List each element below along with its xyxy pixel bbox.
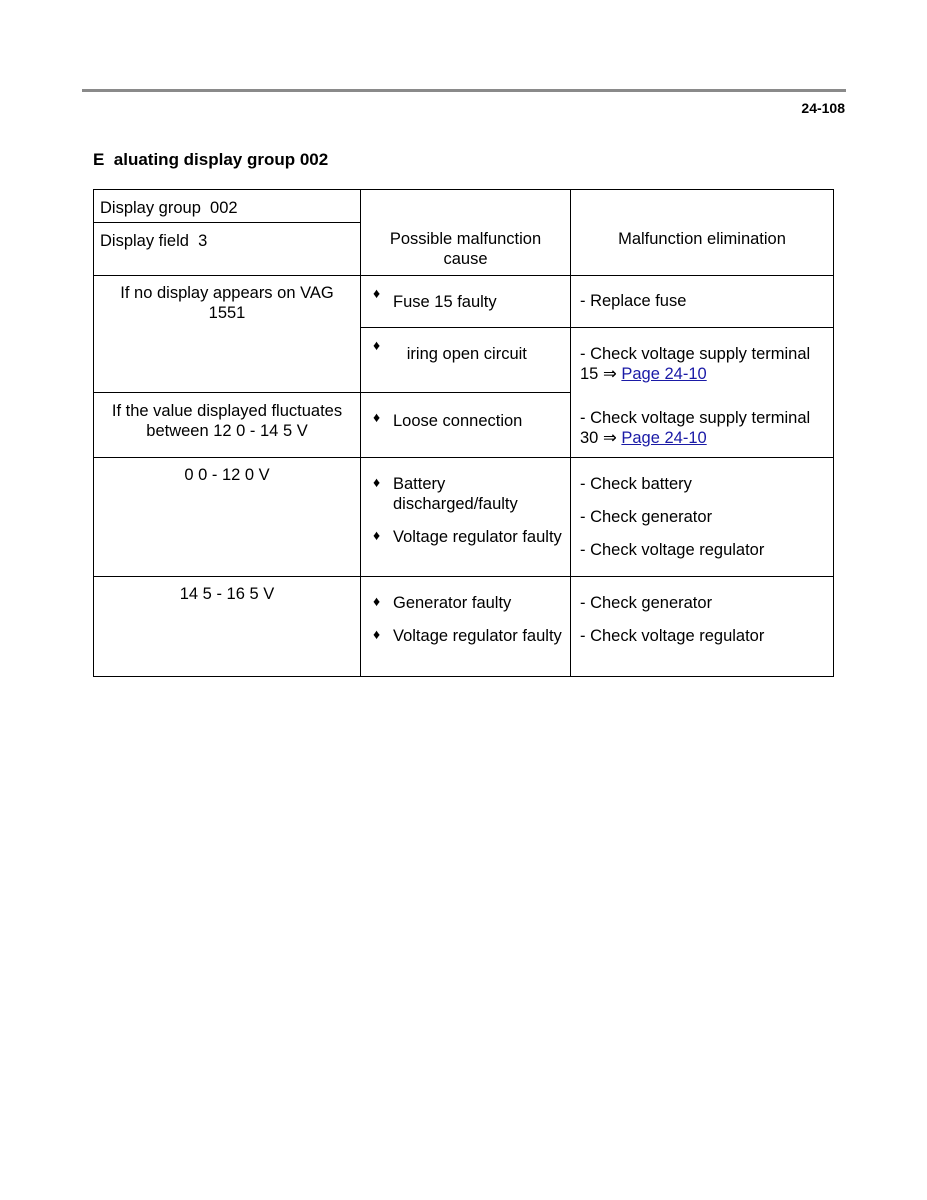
section-title: E aluating display group 002 bbox=[93, 150, 329, 169]
header-display-group-text: Display group 002 bbox=[100, 199, 238, 217]
remedy-text: - Check voltage supply terminal 15 bbox=[580, 345, 811, 383]
remedy-text: - Check generator bbox=[580, 594, 713, 612]
remedy-text: - Check voltage supply terminal 30 bbox=[580, 409, 811, 447]
diamond-bullet-icon: ♦ bbox=[373, 527, 381, 543]
cause-cell bbox=[360, 327, 571, 393]
header-display-group bbox=[93, 189, 361, 223]
condition-high-voltage bbox=[93, 576, 361, 677]
cause-text: Battery discharged/faulty bbox=[393, 475, 518, 513]
condition-low-voltage bbox=[93, 457, 361, 577]
diamond-bullet-icon: ♦ bbox=[373, 409, 381, 425]
page-link[interactable]: Page 24-10 bbox=[621, 365, 707, 383]
remedy-cell-voltage-supply bbox=[570, 327, 834, 458]
cause-cell bbox=[360, 275, 571, 328]
remedy-text: - Check voltage regulator bbox=[580, 541, 765, 559]
remedy-text: - Replace fuse bbox=[580, 292, 687, 310]
diamond-bullet-icon: ♦ bbox=[373, 593, 381, 609]
header-cause-text: Possible malfunction cause bbox=[389, 230, 542, 268]
condition-no-display bbox=[93, 275, 361, 393]
remedy-cell bbox=[570, 576, 834, 677]
header-display-field bbox=[93, 222, 361, 276]
cause-cell bbox=[360, 457, 571, 577]
remedy-terminal-30 bbox=[580, 408, 827, 448]
remedy-text: - Check battery bbox=[580, 475, 692, 493]
header-display-field-text: Display field 3 bbox=[100, 232, 208, 250]
condition-text: 0 0 - 12 0 V bbox=[184, 466, 270, 484]
condition-text: If the value displayed fluctuates between 12 0 - 14 5 V bbox=[111, 402, 343, 440]
cause-text: iring open circuit bbox=[393, 345, 527, 363]
cause-text: Generator faulty bbox=[393, 594, 512, 612]
header-elimination-text: Malfunction elimination bbox=[618, 230, 786, 248]
header-elimination bbox=[570, 189, 834, 276]
cause-text: Fuse 15 faulty bbox=[393, 293, 497, 311]
arrow-right-icon: ⇒ bbox=[602, 365, 617, 383]
remedy-terminal-15 bbox=[580, 344, 827, 384]
condition-text: 14 5 - 16 5 V bbox=[179, 585, 275, 603]
cause-cell bbox=[360, 576, 571, 677]
remedy-cell bbox=[570, 457, 834, 577]
remedy-text: - Check generator bbox=[580, 508, 713, 526]
page-number: 24-108 bbox=[801, 100, 845, 116]
page-link[interactable]: Page 24-10 bbox=[621, 429, 707, 447]
cause-cell bbox=[360, 392, 571, 458]
remedy-text: - Check voltage regulator bbox=[580, 627, 765, 645]
diamond-bullet-icon: ♦ bbox=[373, 285, 381, 301]
header-cause bbox=[360, 189, 571, 276]
diamond-bullet-icon: ♦ bbox=[373, 626, 381, 642]
diamond-bullet-icon: ♦ bbox=[373, 337, 381, 353]
diamond-bullet-icon: ♦ bbox=[373, 474, 381, 490]
header-rule bbox=[82, 89, 846, 92]
arrow-right-icon: ⇒ bbox=[602, 429, 617, 447]
cause-text: Voltage regulator faulty bbox=[393, 528, 562, 546]
cause-text: Loose connection bbox=[393, 412, 523, 430]
condition-fluctuates bbox=[93, 392, 361, 458]
cause-text: Voltage regulator faulty bbox=[393, 627, 562, 645]
condition-text: If no display appears on VAG 1551 bbox=[120, 284, 334, 322]
remedy-cell bbox=[570, 275, 834, 328]
